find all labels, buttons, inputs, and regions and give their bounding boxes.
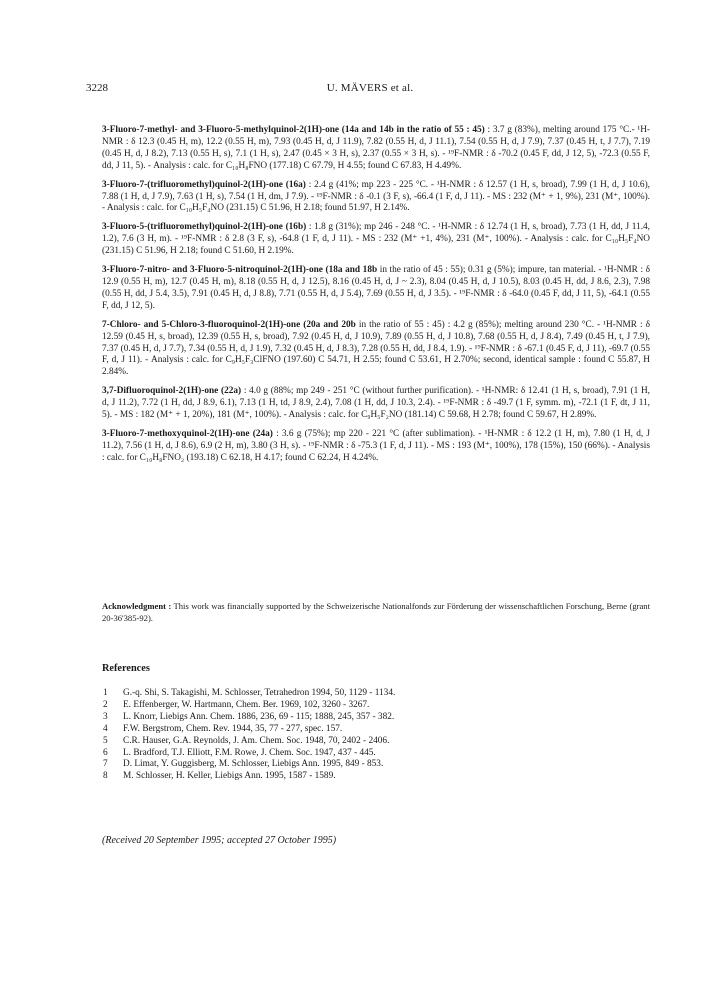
reference-list bbox=[102, 688, 642, 783]
page-number: 3228 bbox=[86, 82, 108, 94]
reference-number: 6 bbox=[103, 747, 108, 758]
compound-title: 3-Fluoro-7-methoxyquinol-2(1H)-one (24a) bbox=[102, 428, 273, 439]
reference-text: C.R. Hauser, G.A. Reynolds, J. Am. Chem. Soc. 1948, 70, 2402 - 2406. bbox=[123, 735, 390, 746]
received-note: (Received 20 September 1995; accepted 27 October 1995) bbox=[102, 835, 337, 846]
reference-number: 4 bbox=[103, 723, 108, 734]
reference-item bbox=[102, 688, 642, 700]
compound-data: : 2.4 g (41%; mp 223 - 225 °C. - ¹H-NMR : δ 12.57 (1 H, s, broad), 7.99 (1 H, d, J 10.6), 7.88 (1 H, d, J 7.9), 7.63 (1 H, s), 7.54 (1 H, dm, J 7.9). - ¹⁹F-NMR : δ -0.1 (3 F, s), -66.4 (1 F, d, J 11). - MS : 232 (M⁺ + 1, 9%), 231 (M⁺, 100%). - Analysis : calc. for C₁₀H₅F₄NO (231.15) C 51.96, H 2.18; found 51.97, H 2.14%. bbox=[102, 179, 651, 214]
reference-text: E. Effenberger, W. Hartmann, Chem. Ber. 1969, 102, 3260 - 3267. bbox=[123, 699, 370, 710]
reference-text: L. Knorr, Liebigs Ann. Chem. 1886, 236, 69 - 115; 1888, 245, 357 - 382. bbox=[123, 711, 395, 722]
compound-data: in the ratio of 55 : 45) : 4.2 g (85%); melting around 230 °C. - ¹H-NMR : δ 12.59 (0.45 H, s, broad), 12.39 (0.55 H, s, broad), 7.92 (0.45 H, d, J 10.9), 7.89 (0.55 H, d, J 10.8), 7.68 (0.55 H, d, J 8.4), 7.49 (0.45 H, t, J 7.9), 7.37 (0.45 H, d, J 7.7), 7.34 (0.55 H, d, J 1.9), 7.32 (0.45 H, d, J 8.3), 7.28 (0.55 H, dd, J 8.4, 1.9). - ¹⁹F-NMR : δ -67.1 (0.45 F, d, J 11), -69.7 (0.55 F, d, J 11). - Analysis : calc. for C₉H₅F₃ClFNO (197.60) C 54.71, H 2.55; found C 53.61, H 2.70%; second, identical sample : found C 55.87, H 2.84%. bbox=[102, 319, 650, 378]
compound-entry bbox=[102, 320, 650, 380]
page-header bbox=[86, 82, 654, 98]
reference-number: 7 bbox=[103, 759, 108, 770]
reference-number: 2 bbox=[103, 699, 108, 710]
reference-number: 8 bbox=[103, 771, 108, 782]
experimental-entries bbox=[102, 125, 650, 472]
reference-item bbox=[102, 712, 642, 724]
acknowledgment bbox=[102, 601, 650, 625]
compound-entry bbox=[102, 429, 650, 465]
compound-entry bbox=[102, 125, 650, 173]
references-heading: References bbox=[102, 663, 150, 674]
reference-number: 5 bbox=[103, 735, 108, 746]
compound-data: in the ratio of 45 : 55); 0.31 g (5%); impure, tan material. - ¹H-NMR : δ 12.9 (0.55 H, m), 12.7 (0.45 H, m), 8.18 (0.55 H, d, J 12.5), 8.16 (0.45 H, d, J ~ 2.3), 8.04 (0.45 H, d, J 10.5), 8.03 (0.45 H, dd, J 8.6, 2.3), 7.98 (0.55 H, dd, J 5.4, 3.5), 7.91 (0.45 H, d, J 8.8), 7.71 (0.55 H, d, J 5.4), 7.69 (0.55 H, d, J 3.5). - ¹⁹F-NMR : δ -64.0 (0.45 F, dd, J 11, 5), -64.1 (0.55 F, dd, J 12, 5). bbox=[102, 265, 650, 311]
reference-item bbox=[102, 700, 642, 712]
compound-entry bbox=[102, 265, 650, 313]
reference-text: F.W. Bergstrom, Chem. Rev. 1944, 35, 77 - 277, spec. 157. bbox=[123, 723, 343, 734]
reference-number: 3 bbox=[103, 711, 108, 722]
reference-item bbox=[102, 771, 642, 783]
acknowledgment-text: This work was financially supported by the Schweizerische Nationalfonds zur Förderung der wissenschaftlichen Forschung, Berne (grant 20-36'385-92). bbox=[102, 601, 650, 623]
reference-item bbox=[102, 736, 642, 748]
reference-number: 1 bbox=[103, 688, 108, 698]
compound-title: 3-Fluoro-5-(trifluoromethyl)quinol-2(1H)-one (16b) bbox=[102, 222, 307, 233]
compound-data: : 4.0 g (88%; mp 249 - 251 °C (without further purification). - ¹H-NMR: δ 12.41 (1 H, s, broad), 7.91 (1 H, d, J 11.2), 7.72 (1 H, dd, J 8.9, 6.1), 7.13 (1 H, td, J 8.9, 2.4), 7.08 (1 H, dd, J 10.3, 2.4). - ¹⁹F-NMR : δ -49.7 (1 F, symm. m), -72.1 (1 F, dt, J 11, 5). - MS : 182 (M⁺ + 1, 20%), 181 (M⁺, 100%). - Analysis : calc. for C₉H₅F₂NO (181.14) C 59.68, H 2.78; found C 59.67, H 2.89%. bbox=[102, 386, 651, 421]
compound-entry bbox=[102, 222, 650, 258]
compound-title: 7-Chloro- and 5-Chloro-3-fluoroquinol-2(1H)-one (20a and 20b bbox=[102, 319, 356, 330]
reference-item bbox=[102, 724, 642, 736]
compound-data: : 1.8 g (31%); mp 246 - 248 °C. - ¹H-NMR : δ 12.74 (1 H, s, broad), 7.73 (1 H, dd, J 11.4, 1.2), 7.6 (3 H, m). - ¹⁹F-NMR : δ 2.8 (3 F, s), -64.8 (1 F, d, J 11). - MS : 232 (M⁺ +1, 4%), 231 (M⁺, 100%). - Analysis : calc. for C₁₀H₅F₄NO (231.15) C 51.96, H 2.18; found C 51.60, H 2.19%. bbox=[102, 222, 650, 257]
compound-title: 3-Fluoro-7-(trifluoromethyl)quinol-2(1H)-one (16a) bbox=[102, 179, 306, 190]
acknowledgment-label: Acknowledgment : bbox=[102, 601, 172, 611]
reference-text: G.-q. Shi, S. Takagishi, M. Schlosser, Tetrahedron 1994, 50, 1129 - 1134. bbox=[123, 688, 396, 698]
reference-item bbox=[102, 748, 642, 760]
compound-data: : 3.7 g (83%), melting around 175 °C.- ¹H-NMR : δ 12.3 (0.45 H, m), 12.2 (0.55 H, m), 7.93 (0.45 H, d, J 11.9), 7.82 (0.55 H, d, J 11.1), 7.54 (0.55 H, d, J 7.9), 7.37 (0.45 H, t, J 7.7), 7.19 (0.45 H, d, J 8.2), 7.13 (0.55 H, s), 7.1 (1 H, s), 2.47 (0.45 × 3 H, s), 2.37 (0.55 × 3 H, s). - ¹⁹F-NMR : δ -70.2 (0.45 F, dd, J 12, 5), -72.3 (0.55 F, dd, J 11, 5). - Analysis : calc. for C₁₀H₈FNO (177.18) C 67.79, H 4.55; found C 67.83, H 4.49%. bbox=[102, 125, 651, 171]
compound-title: 3-Fluoro-7-methyl- and 3-Fluoro-5-methylquinol-2(1H)-one (14a and 14b in the ratio of 55 : 45) bbox=[102, 125, 485, 135]
compound-title: 3,7-Difluoroquinol-2(1H)-one (22a) bbox=[102, 386, 242, 397]
running-head: U. MÄVERS et al. bbox=[326, 82, 414, 94]
reference-text: M. Schlosser, H. Keller, Liebigs Ann. 1995, 1587 - 1589. bbox=[123, 771, 336, 782]
reference-text: L. Bradford, T.J. Elliott, F.M. Rowe, J. Chem. Soc. 1947, 437 - 445. bbox=[123, 747, 376, 758]
compound-entry bbox=[102, 180, 650, 216]
reference-item bbox=[102, 759, 642, 771]
compound-title: 3-Fluoro-7-nitro- and 3-Fluoro-5-nitroquinol-2(1H)-one (18a and 18b bbox=[102, 265, 378, 276]
compound-data: : 3.6 g (75%); mp 220 - 221 °C (after sublimation). - ¹H-NMR : δ 12.2 (1 H, m), 7.80 (1 H, d, J 11.2), 7.56 (1 H, d, J 8.6), 6.9 (2 H, m), 3.80 (3 H, s). - ¹⁹F-NMR : δ -75.3 (1 F, d, J 11). - MS : 193 (M⁺, 100%), 178 (15%), 150 (66%). - Analysis : calc. for C₁₀H₈FNO₂ (193.18) C 62.18, H 4.17; found C 62.24, H 4.24%. bbox=[102, 428, 651, 463]
compound-entry bbox=[102, 386, 650, 422]
reference-text: D. Limat, Y. Guggisberg, M. Schlosser, Liebigs Ann. 1995, 849 - 853. bbox=[123, 759, 384, 770]
